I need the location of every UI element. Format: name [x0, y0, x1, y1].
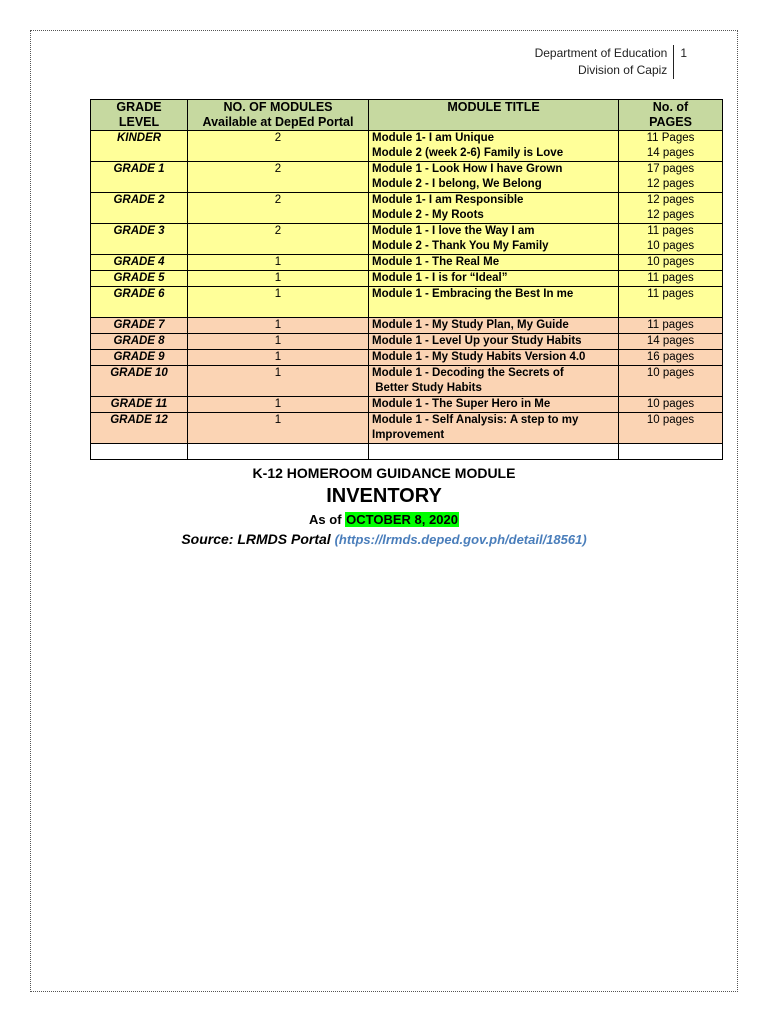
- empty-cell: [188, 444, 369, 460]
- caption-inventory: INVENTORY: [326, 485, 442, 507]
- pages-cell: 16 pages: [619, 350, 723, 366]
- module-title-cell: Module 1 - I is for “Ideal”: [369, 271, 619, 287]
- source-link[interactable]: (https://lrmds.deped.gov.ph/detail/18561): [334, 532, 587, 547]
- module-count-cell: 2: [188, 224, 369, 255]
- grade-cell: GRADE 7: [91, 318, 188, 334]
- module-title-cell: Module 1- I am Responsible Module 2 - My Roots: [369, 193, 619, 224]
- page-number: 1: [680, 46, 687, 60]
- module-count-cell: 1: [188, 334, 369, 350]
- table-header-row: [91, 100, 723, 131]
- module-count-cell: 1: [188, 397, 369, 413]
- module-count-cell: 1: [188, 350, 369, 366]
- grade-cell: GRADE 11: [91, 397, 188, 413]
- module-title-cell: Module 1 - Self Analysis: A step to my Improvement: [369, 413, 619, 444]
- as-of-date: OCTOBER 8, 2020: [346, 512, 458, 527]
- header-department: Department of Education: [534, 46, 668, 60]
- table-row: [91, 366, 723, 397]
- pages-cell: 11 Pages 14 pages: [619, 131, 723, 162]
- module-count-cell: 2: [188, 193, 369, 224]
- table-row: [91, 318, 723, 334]
- module-count-cell: 1: [188, 318, 369, 334]
- module-count-cell: 2: [188, 131, 369, 162]
- pages-cell: 10 pages: [619, 397, 723, 413]
- caption-module-title: K-12 HOMEROOM GUIDANCE MODULE: [252, 465, 516, 481]
- table-row: [91, 287, 723, 318]
- module-title-cell: Module 1 - Level Up your Study Habits: [369, 334, 619, 350]
- module-count-cell: 1: [188, 255, 369, 271]
- pages-cell: 10 pages: [619, 413, 723, 444]
- table-row: [91, 193, 723, 224]
- module-title-cell: Module 1 - My Study Plan, My Guide: [369, 318, 619, 334]
- module-count-cell: 1: [188, 413, 369, 444]
- header-division: Division of Capiz: [577, 63, 668, 77]
- caption-as-of: [0, 512, 768, 527]
- header-num-pages: No. of PAGES: [619, 100, 723, 131]
- table-row: [91, 162, 723, 193]
- grade-cell: GRADE 6: [91, 287, 188, 318]
- module-title-cell: Module 1 - Embracing the Best In me: [369, 287, 619, 318]
- pages-cell: 12 pages 12 pages: [619, 193, 723, 224]
- source-prefix: Source: LRMDS Portal: [181, 531, 335, 547]
- table-row: [91, 350, 723, 366]
- module-count-cell: 2: [188, 162, 369, 193]
- pages-cell: 10 pages: [619, 255, 723, 271]
- module-title-cell: Module 1 - The Real Me: [369, 255, 619, 271]
- module-title-cell: Module 1- I am Unique Module 2 (week 2-6) Family is Love: [369, 131, 619, 162]
- table-row: [91, 334, 723, 350]
- header-module-title: MODULE TITLE: [369, 100, 619, 131]
- table-row: [91, 131, 723, 162]
- grade-cell: GRADE 12: [91, 413, 188, 444]
- module-title-cell: Module 1 - Look How I have Grown Module 2 - I belong, We Belong: [369, 162, 619, 193]
- pages-cell: 10 pages: [619, 366, 723, 397]
- empty-cell: [91, 444, 188, 460]
- grade-cell: GRADE 10: [91, 366, 188, 397]
- grade-cell: GRADE 4: [91, 255, 188, 271]
- grade-cell: GRADE 9: [91, 350, 188, 366]
- grade-cell: GRADE 3: [91, 224, 188, 255]
- header-num-modules: NO. OF MODULES Available at DepEd Portal: [188, 100, 369, 131]
- grade-cell: GRADE 1: [91, 162, 188, 193]
- grade-cell: GRADE 5: [91, 271, 188, 287]
- pages-cell: 11 pages: [619, 271, 723, 287]
- module-count-cell: 1: [188, 287, 369, 318]
- module-title-cell: Module 1 - My Study Habits Version 4.0: [369, 350, 619, 366]
- module-count-cell: 1: [188, 366, 369, 397]
- module-title-cell: Module 1 - I love the Way I am Module 2 - Thank You My Family: [369, 224, 619, 255]
- header-grade-level: GRADE LEVEL: [91, 100, 188, 131]
- pages-cell: 14 pages: [619, 334, 723, 350]
- caption-source: [0, 531, 768, 547]
- empty-cell: [369, 444, 619, 460]
- grade-cell: GRADE 8: [91, 334, 188, 350]
- grade-cell: GRADE 2: [91, 193, 188, 224]
- module-title-cell: Module 1 - Decoding the Secrets of Better Study Habits: [369, 366, 619, 397]
- table-row: [91, 224, 723, 255]
- pages-cell: 11 pages: [619, 287, 723, 318]
- inventory-table: [90, 99, 723, 460]
- grade-cell: KINDER: [91, 131, 188, 162]
- table-row: [91, 271, 723, 287]
- empty-cell: [619, 444, 723, 460]
- module-count-cell: 1: [188, 271, 369, 287]
- table-row: [91, 397, 723, 413]
- table-row: [91, 413, 723, 444]
- table-row-empty: [91, 444, 723, 460]
- pages-cell: 11 pages: [619, 318, 723, 334]
- table-row: [91, 255, 723, 271]
- document-header: [535, 45, 687, 79]
- pages-cell: 17 pages 12 pages: [619, 162, 723, 193]
- pages-cell: 11 pages 10 pages: [619, 224, 723, 255]
- module-title-cell: Module 1 - The Super Hero in Me: [369, 397, 619, 413]
- as-of-prefix: As of: [309, 512, 346, 527]
- header-text: [535, 45, 675, 79]
